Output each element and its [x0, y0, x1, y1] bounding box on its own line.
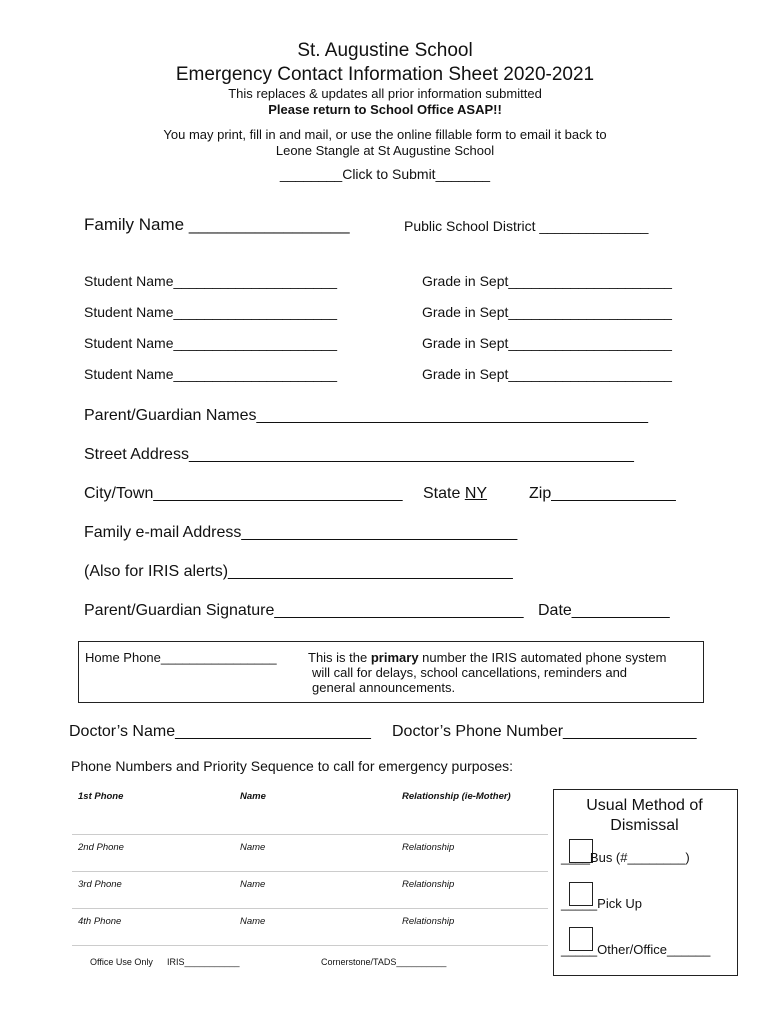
- other-label: Other/Office______: [597, 942, 711, 957]
- student-name-field-4[interactable]: Student Name_____________________: [84, 366, 338, 382]
- pickup-option: [561, 896, 642, 911]
- grade-field-2[interactable]: Grade in Sept_____________________: [422, 304, 672, 320]
- phone-cell[interactable]: 3rd Phone: [72, 872, 234, 909]
- student-name-field-2[interactable]: Student Name_____________________: [84, 304, 338, 320]
- phone-cell[interactable]: 4th Phone: [72, 909, 234, 946]
- iris-alerts-field[interactable]: (Also for IRIS alerts)________________________________: [84, 563, 513, 580]
- home-phone-description-line-3: general announcements.: [312, 680, 456, 695]
- home-phone-description-line-2: will call for delays, school cancellations, reminders and: [312, 665, 628, 680]
- form-title: Emergency Contact Information Sheet 2020-2021: [175, 64, 595, 85]
- replace-note: This replaces & updates all prior information submitted: [228, 86, 542, 101]
- relationship-cell[interactable]: Relationship: [396, 909, 548, 946]
- city-town-field[interactable]: City/Town____________________________: [84, 485, 403, 502]
- desc-pre: This is the: [308, 650, 371, 665]
- submit-link[interactable]: ________Click to Submit_______: [279, 166, 491, 182]
- phone-cell[interactable]: 2nd Phone: [72, 835, 234, 872]
- iris-field[interactable]: IRIS___________: [167, 957, 240, 967]
- grade-field-1[interactable]: Grade in Sept_____________________: [422, 273, 672, 289]
- emergency-phone-table: [72, 784, 548, 946]
- pickup-label: Pick Up: [597, 896, 642, 911]
- relationship-cell[interactable]: Relationship (ie-Mother): [396, 784, 548, 835]
- home-phone-description: [308, 650, 666, 665]
- state-value: NY: [464, 485, 488, 502]
- bus-prefix: ____: [561, 850, 590, 865]
- table-row: [72, 835, 548, 872]
- instructions-line-1: You may print, fill in and mail, or use the online fillable form to email it back to: [163, 127, 607, 142]
- doctor-phone-field[interactable]: Doctor’s Phone Number_______________: [392, 723, 697, 740]
- state-label: State: [423, 485, 465, 502]
- name-cell[interactable]: Name: [234, 872, 396, 909]
- other-office-option: [561, 942, 710, 957]
- family-email-field[interactable]: Family e-mail Address_______________________________: [84, 524, 518, 541]
- pickup-prefix: _____: [561, 896, 598, 911]
- home-phone-field[interactable]: Home Phone________________: [85, 650, 277, 665]
- student-name-field-1[interactable]: Student Name_____________________: [84, 273, 338, 289]
- table-row: [72, 784, 548, 835]
- school-district-field[interactable]: Public School District ______________: [404, 218, 649, 234]
- cornerstone-field[interactable]: Cornerstone/TADS__________: [321, 957, 447, 967]
- grade-field-3[interactable]: Grade in Sept_____________________: [422, 335, 672, 351]
- table-row: [72, 909, 548, 946]
- return-note: Please return to School Office ASAP!!: [268, 102, 502, 117]
- dismissal-title-line-2: Dismissal: [610, 817, 679, 834]
- school-name: St. Augustine School: [297, 40, 473, 61]
- desc-bold: primary: [370, 650, 419, 665]
- state-field[interactable]: [423, 485, 487, 503]
- table-row: [72, 872, 548, 909]
- name-cell[interactable]: Name: [234, 909, 396, 946]
- relationship-cell[interactable]: Relationship: [396, 835, 548, 872]
- name-cell[interactable]: Name: [234, 835, 396, 872]
- office-use-label: Office Use Only: [90, 957, 153, 967]
- grade-field-4[interactable]: Grade in Sept_____________________: [422, 366, 672, 382]
- bus-option: [561, 850, 690, 865]
- dismissal-title-line-1: Usual Method of: [586, 797, 703, 814]
- family-name-field[interactable]: Family Name _________________: [84, 215, 350, 234]
- name-cell[interactable]: Name: [234, 784, 396, 835]
- relationship-cell[interactable]: Relationship: [396, 872, 548, 909]
- phone-cell[interactable]: 1st Phone: [72, 784, 234, 835]
- instructions-line-2: Leone Stangle at St Augustine School: [275, 143, 495, 158]
- street-address-field[interactable]: Street Address__________________________________________________: [84, 446, 634, 463]
- date-field[interactable]: Date___________: [538, 602, 670, 619]
- desc-post: number the IRIS automated phone system: [418, 650, 667, 665]
- guardian-names-field[interactable]: Parent/Guardian Names____________________________________________: [84, 407, 649, 424]
- signature-field[interactable]: Parent/Guardian Signature____________________________: [84, 602, 524, 619]
- priority-heading: Phone Numbers and Priority Sequence to call for emergency purposes:: [71, 758, 514, 774]
- doctor-name-field[interactable]: Doctor’s Name______________________: [69, 723, 371, 740]
- other-prefix: _____: [561, 942, 598, 957]
- zip-field[interactable]: Zip______________: [529, 485, 676, 502]
- bus-label: Bus (#________): [589, 850, 690, 865]
- student-name-field-3[interactable]: Student Name_____________________: [84, 335, 338, 351]
